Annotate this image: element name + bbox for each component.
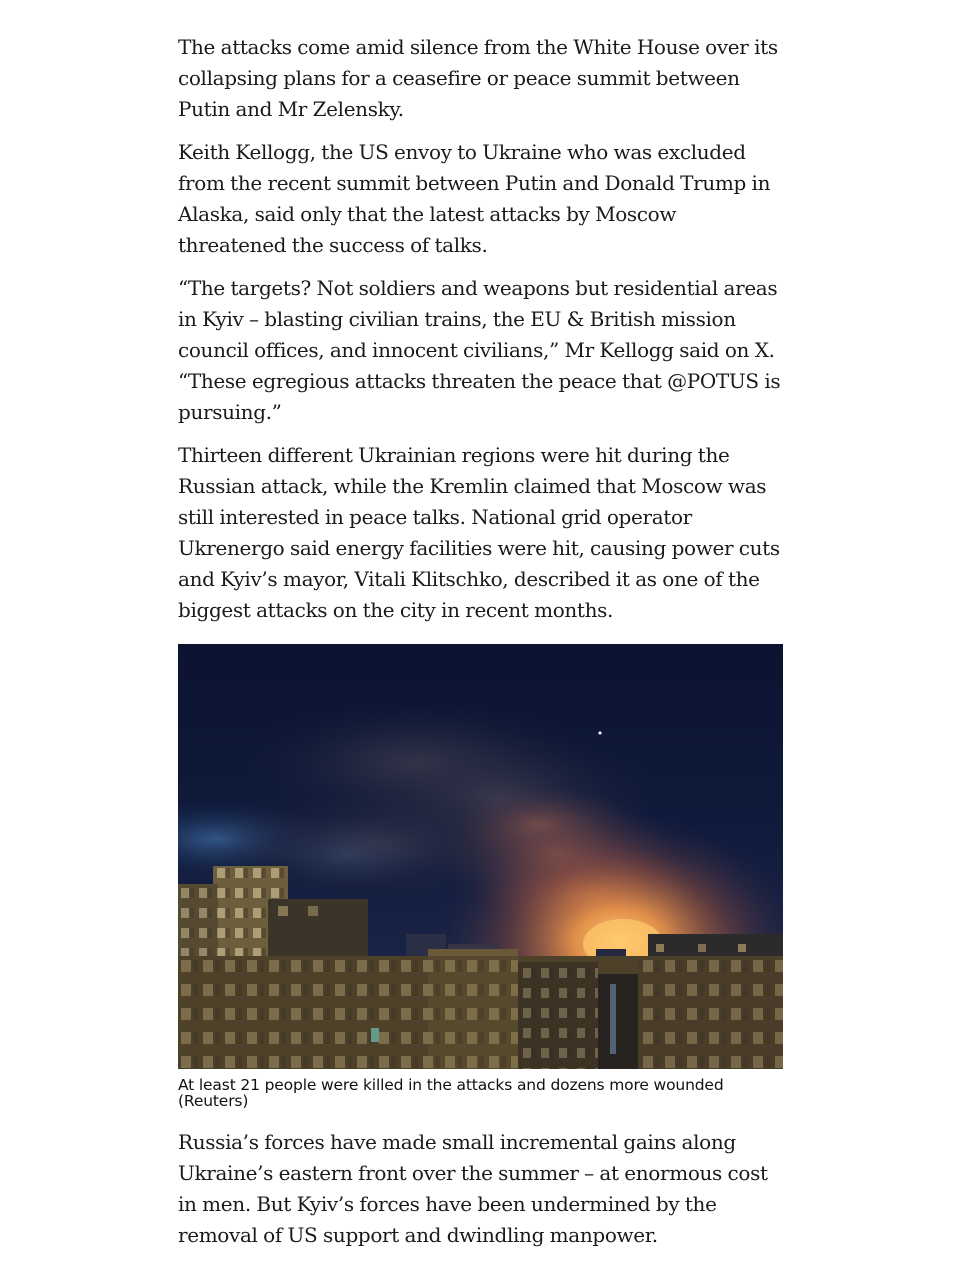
article-photo [178, 644, 783, 1069]
article-paragraph: Russia’s forces have made small incremental gains along Ukraine’s eastern front over the summer – at enormous cost in men. But Kyiv’s forces have been undermined by the removal of US support and dwindling manpower. [178, 1130, 768, 1247]
photo-caption: At least 21 people were killed in the attacks and dozens more wounded (Reuters) [178, 1076, 724, 1110]
article-paragraph: The attacks come amid silence from the White House over its collapsing plans for a ceasefire or peace summit between Putin and Mr Zelensky. [178, 35, 778, 121]
article-paragraph: Thirteen different Ukrainian regions were hit during the Russian attack, while the Kremlin claimed that Moscow was still interested in peace talks. National grid operator Ukrenergo said energy facilities were hit, causing power cuts and Kyiv’s mayor, Vitali Klitschko, described it as one of the biggest attacks on the city in recent months. [178, 443, 780, 622]
article-paragraph: “The targets? Not soldiers and weapons but residential areas in Kyiv – blasting civilian trains, the EU & British mission council offices, and innocent civilians,” Mr Kellogg said on X. “These egregious attacks threaten the peace that @POTUS is pursuing.” [178, 276, 781, 424]
article-figure [178, 644, 783, 1109]
article-body [178, 32, 783, 1263]
article-paragraph: Keith Kellogg, the US envoy to Ukraine who was excluded from the recent summit between Putin and Donald Trump in Alaska, said only that the latest attacks by Moscow threatened the success of talks. [178, 140, 771, 257]
